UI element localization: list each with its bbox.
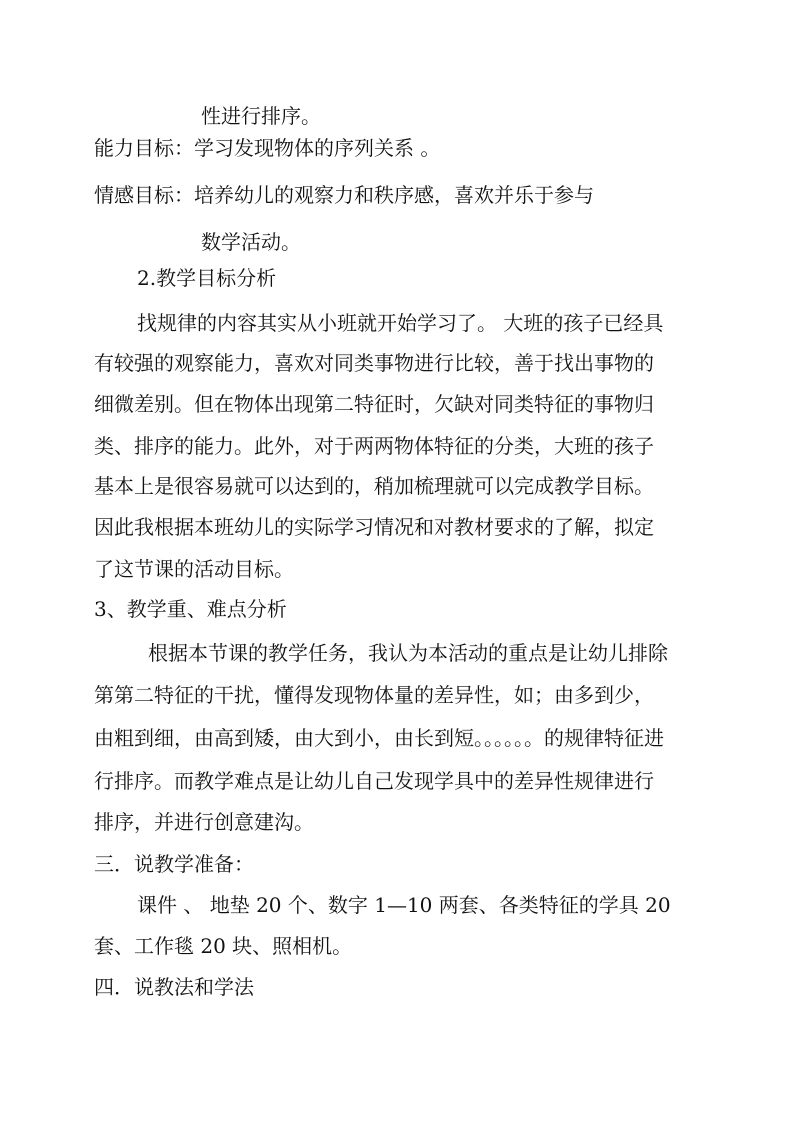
section-heading-2: 2.教学目标分析 <box>137 266 277 290</box>
text-line-15: 第第二特征的干扰，懂得发现物体量的差异性，如；由多到少， <box>94 683 654 707</box>
text-line-1: 性进行排序。 <box>201 104 321 128</box>
text-line-6: 找规律的内容其实从小班就开始学习了。 大班的孩子已经具 <box>137 311 664 335</box>
text-line-10: 基本上是很容易就可以达到的，稍加梳理就可以完成教学目标。 <box>94 474 654 498</box>
text-line-18: 排序，并进行创意建沟。 <box>94 810 314 834</box>
text-line-20: 课件 、 地垫 20 个、数字 1—10 两套、各类特征的学具 20 <box>137 893 671 917</box>
section-heading-three: 三．说教学准备： <box>94 852 254 876</box>
text-line-11: 因此我根据本班幼儿的实际学习情况和对教材要求的了解，拟定 <box>94 515 654 539</box>
section-heading-four: 四．说教法和学法 <box>94 975 254 999</box>
text-line-8: 细微差别。但在物体出现第二特征时，欠缺对同类特征的事物归 <box>94 392 654 416</box>
text-line-2: 能力目标：学习发现物体的序列关系 。 <box>94 136 441 160</box>
text-line-16: 由粗到细，由高到矮，由大到小，由长到短。。。。。。的规律特征进 <box>94 726 664 750</box>
text-line-3: 情感目标：培养幼儿的观察力和秩序感，喜欢并乐于参与 <box>94 183 594 207</box>
text-line-12: 了这节课的活动目标。 <box>94 557 294 581</box>
text-line-21: 套、工作毯 20 块、照相机。 <box>94 934 353 958</box>
section-heading-3: 3、教学重、难点分析 <box>94 597 287 621</box>
text-line-17: 行排序。而教学难点是让幼儿自己发现学具中的差异性规律进行 <box>94 769 654 793</box>
text-line-4: 数学活动。 <box>201 230 301 254</box>
text-line-7: 有较强的观察能力，喜欢对同类事物进行比较，善于找出事物的 <box>94 351 654 375</box>
text-line-14: 根据本节课的教学任务，我认为本活动的重点是让幼儿排除 <box>148 641 668 665</box>
text-line-9: 类、排序的能力。此外，对于两两物体特征的分类，大班的孩子 <box>94 434 654 458</box>
